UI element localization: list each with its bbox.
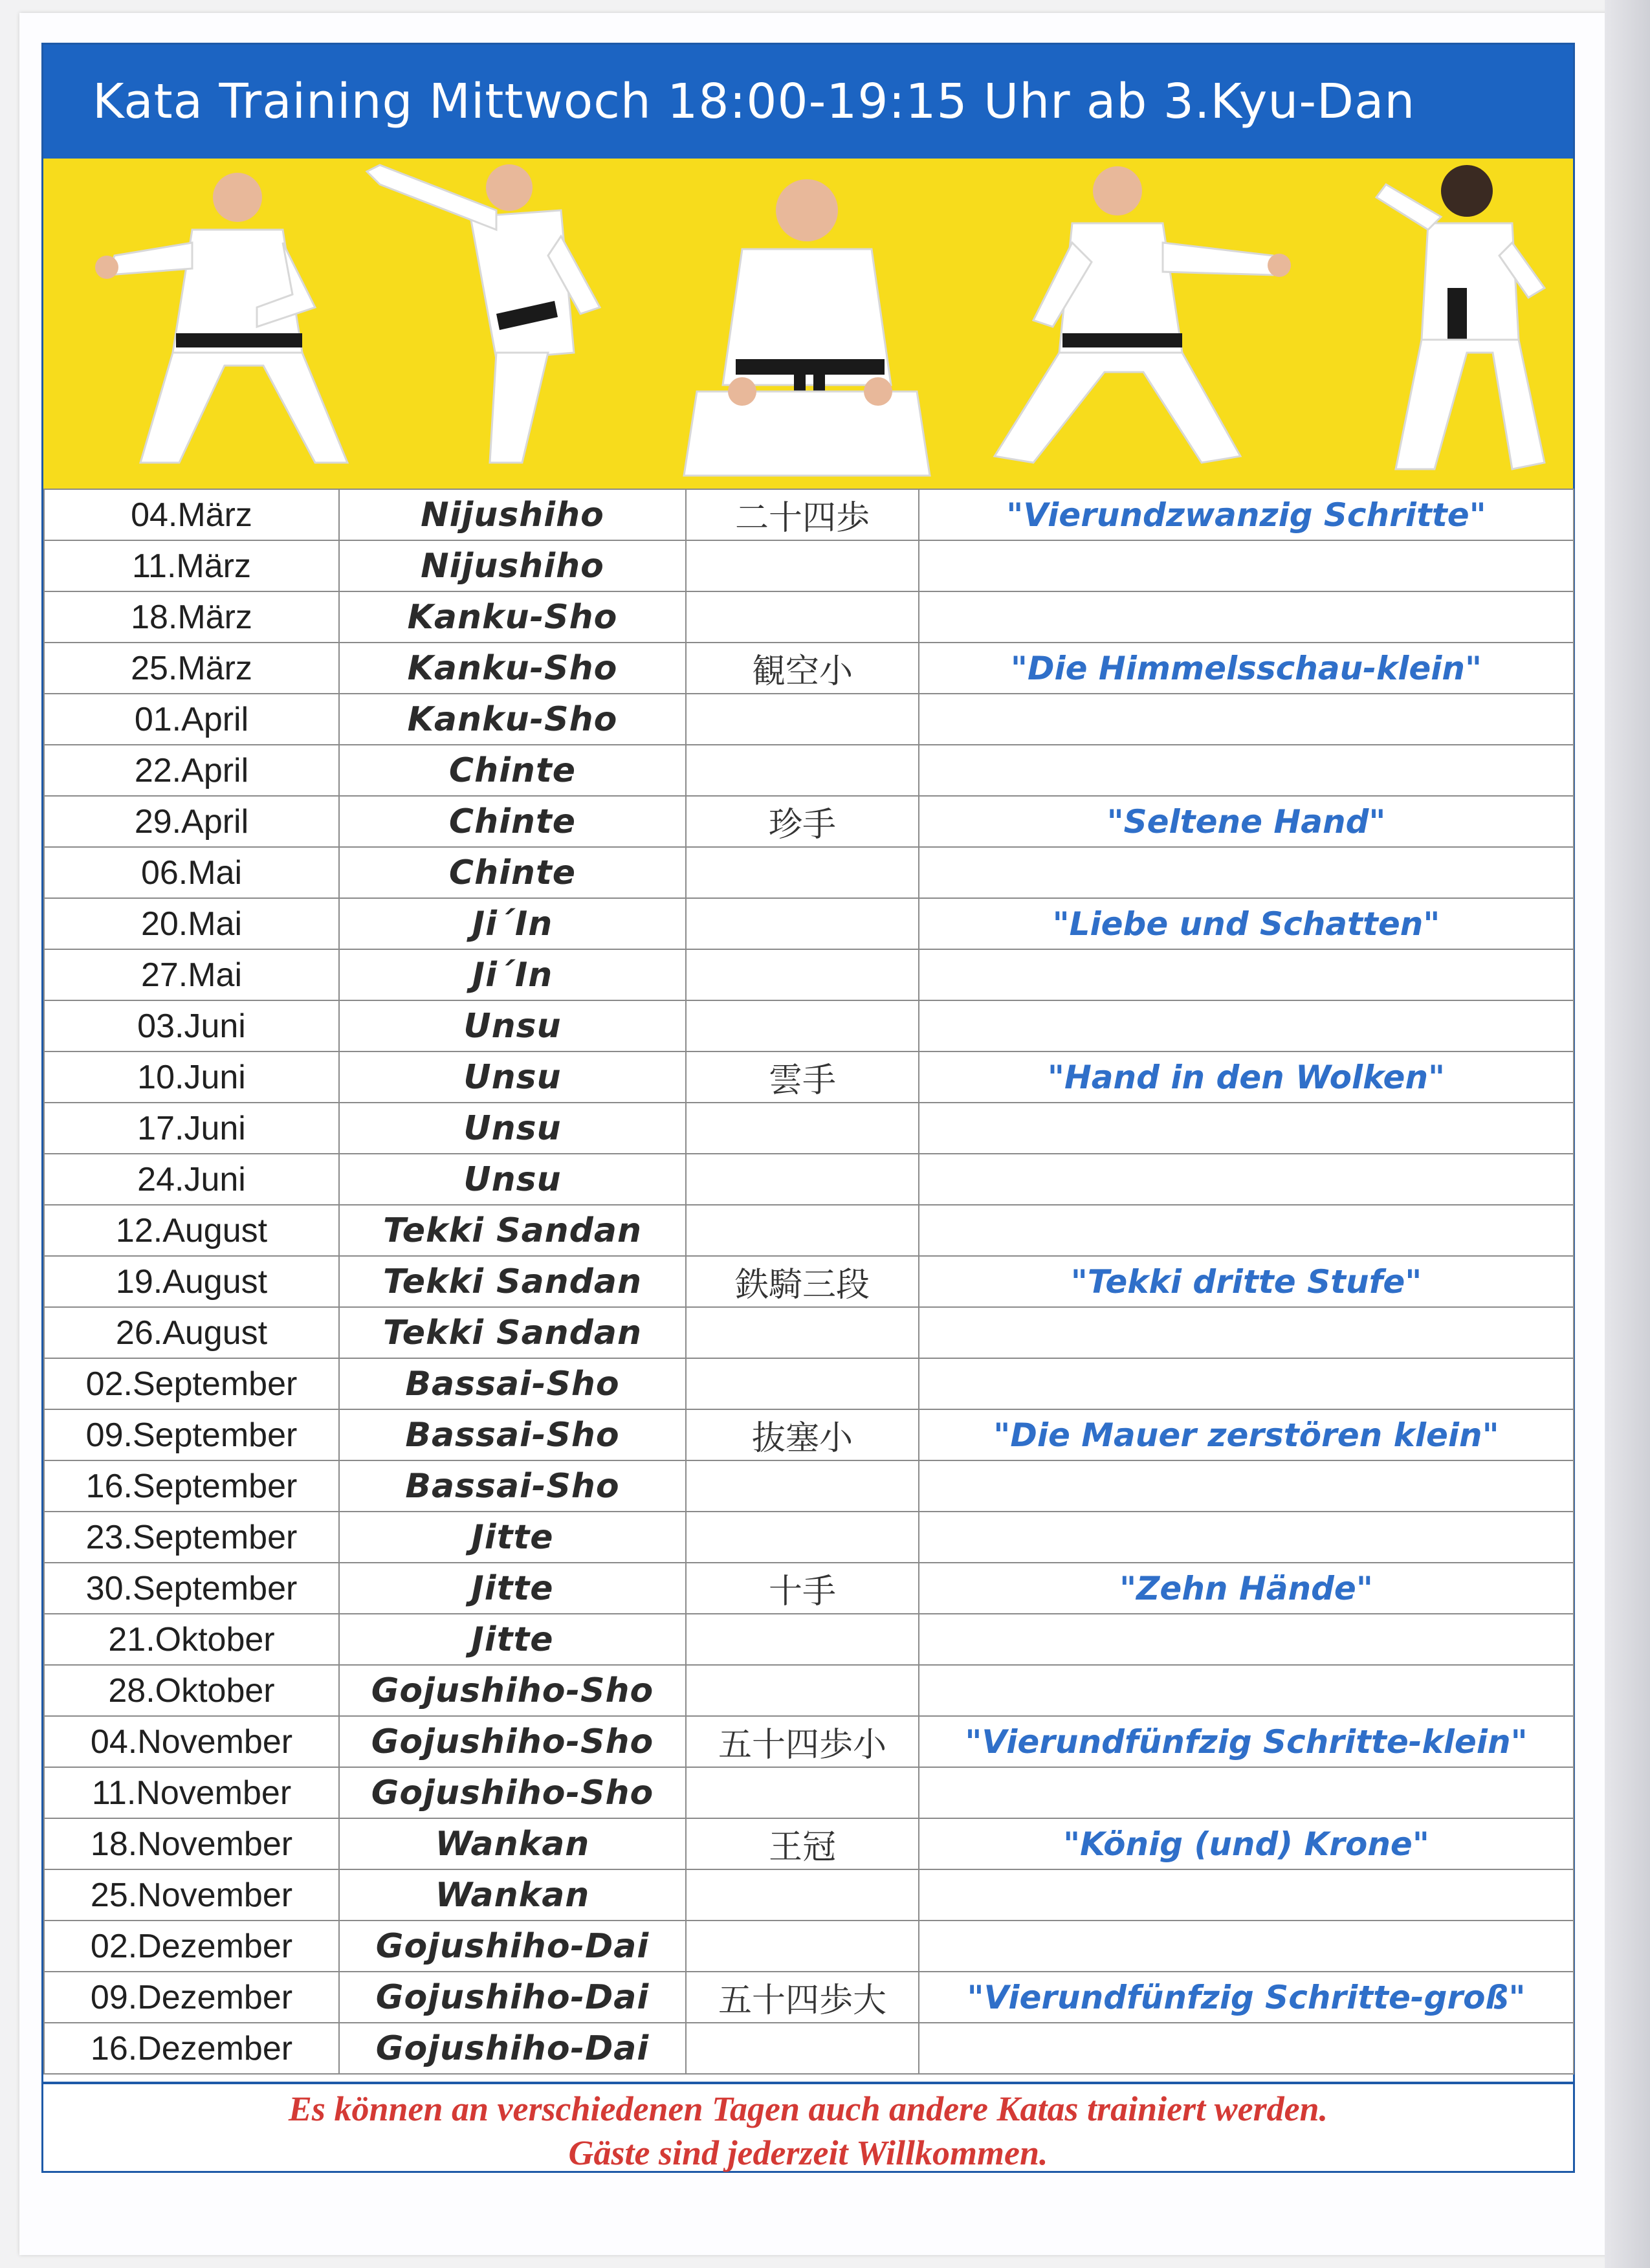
kanji-cell <box>686 1307 919 1358</box>
table-row <box>44 540 1574 591</box>
table-row <box>44 796 1574 847</box>
karate-figures-illustration <box>43 159 1573 489</box>
karate-kick-figure <box>367 164 600 463</box>
karate-stance-figure <box>95 173 347 463</box>
meaning-cell <box>919 1103 1574 1154</box>
kanji-cell: 観空小 <box>686 643 919 694</box>
seated-karateka-figure <box>684 179 930 476</box>
table-row <box>44 489 1574 540</box>
meaning-cell <box>919 1000 1574 1051</box>
table-row <box>44 1256 1574 1307</box>
meaning-cell <box>919 1665 1574 1716</box>
table-row <box>44 1818 1574 1869</box>
kanji-cell <box>686 1767 919 1818</box>
meaning-cell <box>919 1767 1574 1818</box>
date-cell: 25.November <box>44 1869 339 1921</box>
date-cell: 18.März <box>44 591 339 643</box>
table-row <box>44 643 1574 694</box>
date-cell: 09.Dezember <box>44 1972 339 2023</box>
kata-name-cell: Jitte <box>339 1563 686 1614</box>
date-cell: 30.September <box>44 1563 339 1614</box>
table-row <box>44 949 1574 1000</box>
date-cell: 09.September <box>44 1409 339 1460</box>
kata-name-cell: Kanku-Sho <box>339 591 686 643</box>
meaning-cell <box>919 1869 1574 1921</box>
kata-name-cell: Unsu <box>339 1103 686 1154</box>
meaning-cell <box>919 745 1574 796</box>
kanji-cell <box>686 2023 919 2074</box>
kata-name-cell: Wankan <box>339 1869 686 1921</box>
karate-block-figure <box>1376 165 1545 469</box>
table-row <box>44 1563 1574 1614</box>
kata-name-cell: Gojushiho-Dai <box>339 1921 686 1972</box>
kata-name-cell: Unsu <box>339 1000 686 1051</box>
kata-name-cell: Ji´In <box>339 898 686 949</box>
table-row <box>44 1921 1574 1972</box>
kanji-cell <box>686 591 919 643</box>
date-cell: 03.Juni <box>44 1000 339 1051</box>
table-row <box>44 1716 1574 1767</box>
table-row <box>44 1000 1574 1051</box>
kata-name-cell: Wankan <box>339 1818 686 1869</box>
kata-name-cell: Tekki Sandan <box>339 1256 686 1307</box>
table-row <box>44 591 1574 643</box>
kanji-cell <box>686 1154 919 1205</box>
table-row <box>44 1051 1574 1103</box>
date-cell: 24.Juni <box>44 1154 339 1205</box>
table-row <box>44 1358 1574 1409</box>
meaning-cell: "Vierundzwanzig Schritte" <box>919 489 1574 540</box>
schedule-frame <box>41 43 1575 2173</box>
meaning-cell: "Liebe und Schatten" <box>919 898 1574 949</box>
kanji-cell <box>686 949 919 1000</box>
date-cell: 23.September <box>44 1512 339 1563</box>
meaning-cell <box>919 1205 1574 1256</box>
table-row <box>44 1512 1574 1563</box>
table-row <box>44 745 1574 796</box>
kanji-cell: 十手 <box>686 1563 919 1614</box>
kata-name-cell: Nijushiho <box>339 540 686 591</box>
date-cell: 02.September <box>44 1358 339 1409</box>
kanji-cell <box>686 1665 919 1716</box>
kata-name-cell: Gojushiho-Dai <box>339 2023 686 2074</box>
kata-name-cell: Ji´In <box>339 949 686 1000</box>
kanji-cell <box>686 847 919 898</box>
kata-name-cell: Chinte <box>339 796 686 847</box>
meaning-cell <box>919 1154 1574 1205</box>
date-cell: 29.April <box>44 796 339 847</box>
kanji-cell <box>686 1000 919 1051</box>
kanji-cell: 五十四歩小 <box>686 1716 919 1767</box>
kata-name-cell: Gojushiho-Sho <box>339 1716 686 1767</box>
date-cell: 22.April <box>44 745 339 796</box>
date-cell: 18.November <box>44 1818 339 1869</box>
date-cell: 19.August <box>44 1256 339 1307</box>
meaning-cell <box>919 847 1574 898</box>
footer-line-1: Es können an verschiedenen Tagen auch andere Katas trainiert werden. <box>288 2089 1328 2128</box>
page-title: Kata Training Mittwoch 18:00-19:15 Uhr ab 3.Kyu-Dan <box>43 45 1573 159</box>
kata-name-cell: Nijushiho <box>339 489 686 540</box>
table-row <box>44 1972 1574 2023</box>
date-cell: 21.Oktober <box>44 1614 339 1665</box>
paper-edge-shadow <box>1605 0 1650 2268</box>
table-row <box>44 1869 1574 1921</box>
date-cell: 16.Dezember <box>44 2023 339 2074</box>
kanji-cell: 二十四歩 <box>686 489 919 540</box>
date-cell: 10.Juni <box>44 1051 339 1103</box>
kata-schedule-body <box>44 489 1574 2074</box>
kanji-cell <box>686 1205 919 1256</box>
kanji-cell <box>686 1512 919 1563</box>
kanji-cell: 抜塞小 <box>686 1409 919 1460</box>
table-row <box>44 1103 1574 1154</box>
meaning-cell <box>919 1460 1574 1512</box>
table-row <box>44 1614 1574 1665</box>
kanji-cell: 王冠 <box>686 1818 919 1869</box>
meaning-cell <box>919 1358 1574 1409</box>
meaning-cell <box>919 1307 1574 1358</box>
kata-name-cell: Bassai-Sho <box>339 1460 686 1512</box>
kata-name-cell: Bassai-Sho <box>339 1409 686 1460</box>
date-cell: 11.März <box>44 540 339 591</box>
meaning-cell <box>919 540 1574 591</box>
kanji-cell <box>686 1358 919 1409</box>
kanji-cell: 鉄騎三段 <box>686 1256 919 1307</box>
date-cell: 28.Oktober <box>44 1665 339 1716</box>
kata-name-cell: Tekki Sandan <box>339 1205 686 1256</box>
date-cell: 12.August <box>44 1205 339 1256</box>
kata-name-cell: Gojushiho-Sho <box>339 1767 686 1818</box>
date-cell: 02.Dezember <box>44 1921 339 1972</box>
date-cell: 04.November <box>44 1716 339 1767</box>
kanji-cell <box>686 1103 919 1154</box>
table-row <box>44 694 1574 745</box>
kata-name-cell: Kanku-Sho <box>339 643 686 694</box>
date-cell: 25.März <box>44 643 339 694</box>
kanji-cell <box>686 540 919 591</box>
kanji-cell <box>686 1460 919 1512</box>
kata-name-cell: Kanku-Sho <box>339 694 686 745</box>
date-cell: 06.Mai <box>44 847 339 898</box>
meaning-cell: "Vierundfünfzig Schritte-groß" <box>919 1972 1574 2023</box>
kanji-cell <box>686 694 919 745</box>
meaning-cell: "Vierundfünfzig Schritte-klein" <box>919 1716 1574 1767</box>
date-cell: 17.Juni <box>44 1103 339 1154</box>
kata-name-cell: Gojushiho-Dai <box>339 1972 686 2023</box>
date-cell: 20.Mai <box>44 898 339 949</box>
meaning-cell <box>919 1921 1574 1972</box>
table-row <box>44 1460 1574 1512</box>
meaning-cell: "Zehn Hände" <box>919 1563 1574 1614</box>
kanji-cell <box>686 745 919 796</box>
table-row <box>44 847 1574 898</box>
kanji-cell <box>686 898 919 949</box>
kanji-cell: 珍手 <box>686 796 919 847</box>
date-cell: 16.September <box>44 1460 339 1512</box>
date-cell: 11.November <box>44 1767 339 1818</box>
date-cell: 04.März <box>44 489 339 540</box>
meaning-cell: "König (und) Krone" <box>919 1818 1574 1869</box>
kata-name-cell: Bassai-Sho <box>339 1358 686 1409</box>
table-row <box>44 1154 1574 1205</box>
meaning-cell: "Hand in den Wolken" <box>919 1051 1574 1103</box>
kata-name-cell: Gojushiho-Sho <box>339 1665 686 1716</box>
kata-name-cell: Unsu <box>339 1154 686 1205</box>
table-row <box>44 1205 1574 1256</box>
kata-name-cell: Jitte <box>339 1614 686 1665</box>
meaning-cell: "Die Himmelsschau-klein" <box>919 643 1574 694</box>
meaning-cell <box>919 1614 1574 1665</box>
footer-line-2: Gäste sind jederzeit Willkommen. <box>568 2133 1048 2172</box>
meaning-cell <box>919 591 1574 643</box>
kata-name-cell: Chinte <box>339 847 686 898</box>
date-cell: 27.Mai <box>44 949 339 1000</box>
table-row <box>44 2023 1574 2074</box>
kanji-cell: 雲手 <box>686 1051 919 1103</box>
kata-schedule-table <box>43 489 1574 2075</box>
meaning-cell <box>919 694 1574 745</box>
meaning-cell: "Die Mauer zerstören klein" <box>919 1409 1574 1460</box>
table-row <box>44 898 1574 949</box>
table-row <box>44 1307 1574 1358</box>
meaning-cell: "Seltene Hand" <box>919 796 1574 847</box>
kata-name-cell: Unsu <box>339 1051 686 1103</box>
meaning-cell <box>919 949 1574 1000</box>
table-row <box>44 1409 1574 1460</box>
date-cell: 01.April <box>44 694 339 745</box>
meaning-cell <box>919 1512 1574 1563</box>
kanji-cell <box>686 1614 919 1665</box>
table-row <box>44 1665 1574 1716</box>
meaning-cell <box>919 2023 1574 2074</box>
footer-note <box>43 2082 1573 2172</box>
karate-punch-figure <box>995 166 1291 463</box>
kata-name-cell: Chinte <box>339 745 686 796</box>
kanji-cell: 五十四歩大 <box>686 1972 919 2023</box>
kata-name-cell: Tekki Sandan <box>339 1307 686 1358</box>
kanji-cell <box>686 1921 919 1972</box>
date-cell: 26.August <box>44 1307 339 1358</box>
table-row <box>44 1767 1574 1818</box>
kata-name-cell: Jitte <box>339 1512 686 1563</box>
meaning-cell: "Tekki dritte Stufe" <box>919 1256 1574 1307</box>
karate-banner <box>43 159 1573 489</box>
kanji-cell <box>686 1869 919 1921</box>
